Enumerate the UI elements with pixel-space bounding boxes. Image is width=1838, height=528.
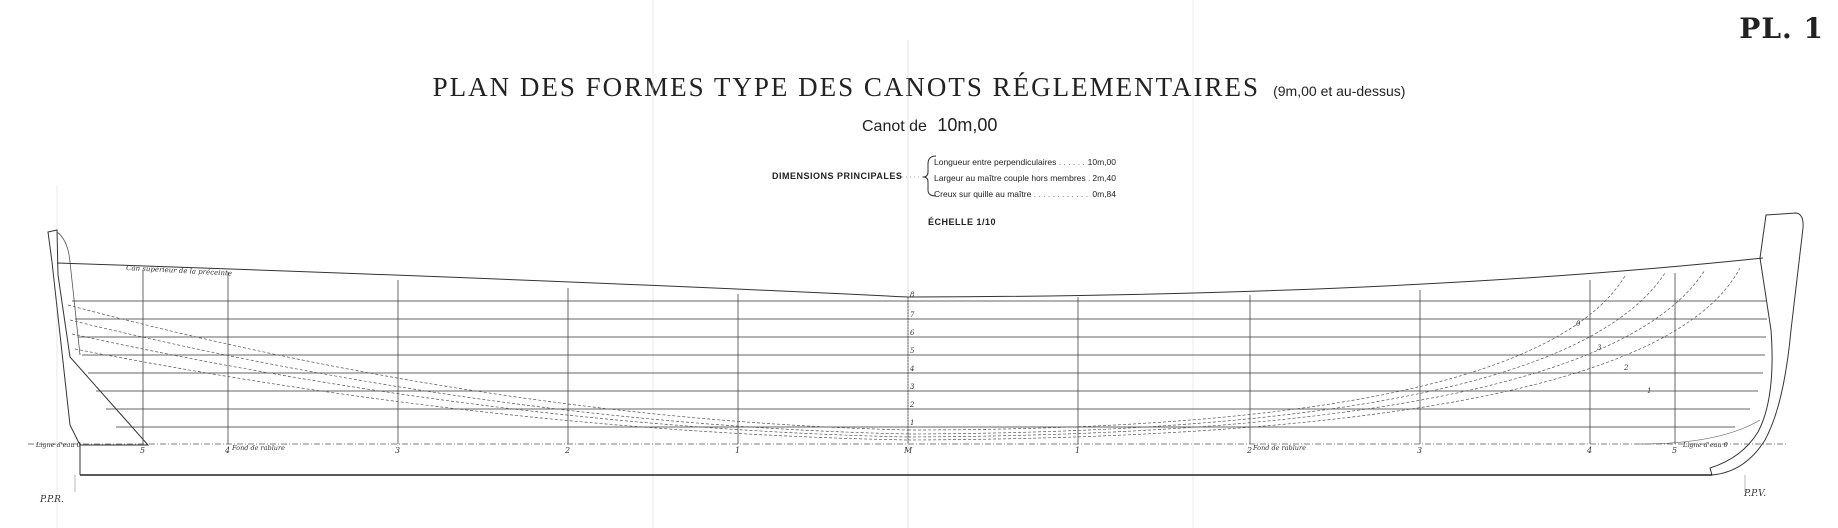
buttock-line — [68, 305, 908, 430]
station-number: 4 — [1587, 446, 1593, 455]
subtitle-prefix: Canot de — [862, 118, 927, 135]
waterline-number: 7 — [910, 311, 915, 319]
ppr-label: P.P.R. — [40, 495, 64, 505]
dimension-label: Largeur au maître couple hors membres . . . — [934, 170, 1090, 186]
stem — [1710, 213, 1803, 475]
title-range: (9m,00 et au-dessus) — [1273, 83, 1406, 99]
station-number: 1 — [1075, 446, 1081, 455]
subtitle-size: 10m,00 — [937, 115, 998, 135]
diagonal-number: 3 — [1597, 344, 1602, 352]
gunwale-label: Can supérieur de la préceinte — [125, 264, 233, 278]
diagonal-numbers — [1576, 320, 1651, 395]
waterline-number: 6 — [910, 329, 915, 337]
note-fond-rablure-fore: Fond de rablure — [1253, 444, 1306, 452]
diagonal-number: 0 — [1576, 320, 1581, 328]
dimension-label: Creux sur quille au maître . . . — [934, 186, 1090, 202]
dimension-value: 0m,84 — [1090, 186, 1116, 202]
station-number: 5 — [140, 446, 146, 455]
fore-buttocks — [908, 268, 1740, 440]
diagonal-number: 2 — [1624, 364, 1629, 372]
station-number: 2 — [565, 446, 571, 455]
waterlines — [72, 301, 1767, 427]
ppv-label: P.P.V. — [1744, 489, 1766, 499]
dimension-value: 2m,40 — [1090, 170, 1116, 186]
waterline-number: 5 — [910, 347, 915, 355]
station-number: 3 — [1417, 446, 1423, 455]
station-numbers — [140, 446, 1677, 455]
plate-number: PL. 1 — [1739, 12, 1824, 45]
dimensions-label: DIMENSIONS PRINCIPALES — [772, 171, 903, 181]
station-number: 2 — [1247, 446, 1253, 455]
waterline-number: 3 — [910, 383, 915, 391]
scale-label: ÉCHELLE 1/10 — [928, 217, 997, 227]
buttock-line — [908, 273, 1665, 434]
stern-post — [48, 230, 148, 445]
waterline-number: 1 — [910, 419, 915, 427]
waterline-number: 4 — [910, 365, 915, 373]
station-number: 3 — [395, 446, 401, 455]
waterline-numbers — [909, 291, 915, 427]
aft-buttocks — [68, 305, 908, 440]
buttock-line — [908, 270, 1705, 437]
dimension-value: 10m,00 — [1086, 154, 1116, 170]
station-number: M — [904, 446, 913, 455]
station-number: 1 — [735, 446, 741, 455]
diagonal-number: 1 — [1647, 387, 1652, 395]
waterline-number: 2 — [910, 401, 915, 409]
note-fond-rablure-aft: Fond de rablure — [232, 444, 285, 452]
waterline-number: 8 — [910, 291, 915, 299]
bottom-notes — [35, 441, 1728, 452]
note-ligne-eau-aft: Ligne d'eau 0 — [36, 441, 81, 449]
dimension-label: Longueur entre perpendiculaires . . . — [934, 154, 1086, 170]
buttock-line — [908, 276, 1625, 430]
station-number: 4 — [225, 446, 231, 455]
buttock-line — [908, 268, 1740, 440]
buttock-line — [75, 349, 908, 440]
station-number: 5 — [1672, 446, 1678, 455]
note-ligne-eau-fore: Ligne d'eau 0 — [1683, 441, 1728, 449]
title-main: PLAN DES FORMES TYPE DES CANOTS RÉGLEMENTAIRES — [432, 72, 1261, 102]
stations — [143, 270, 1675, 444]
